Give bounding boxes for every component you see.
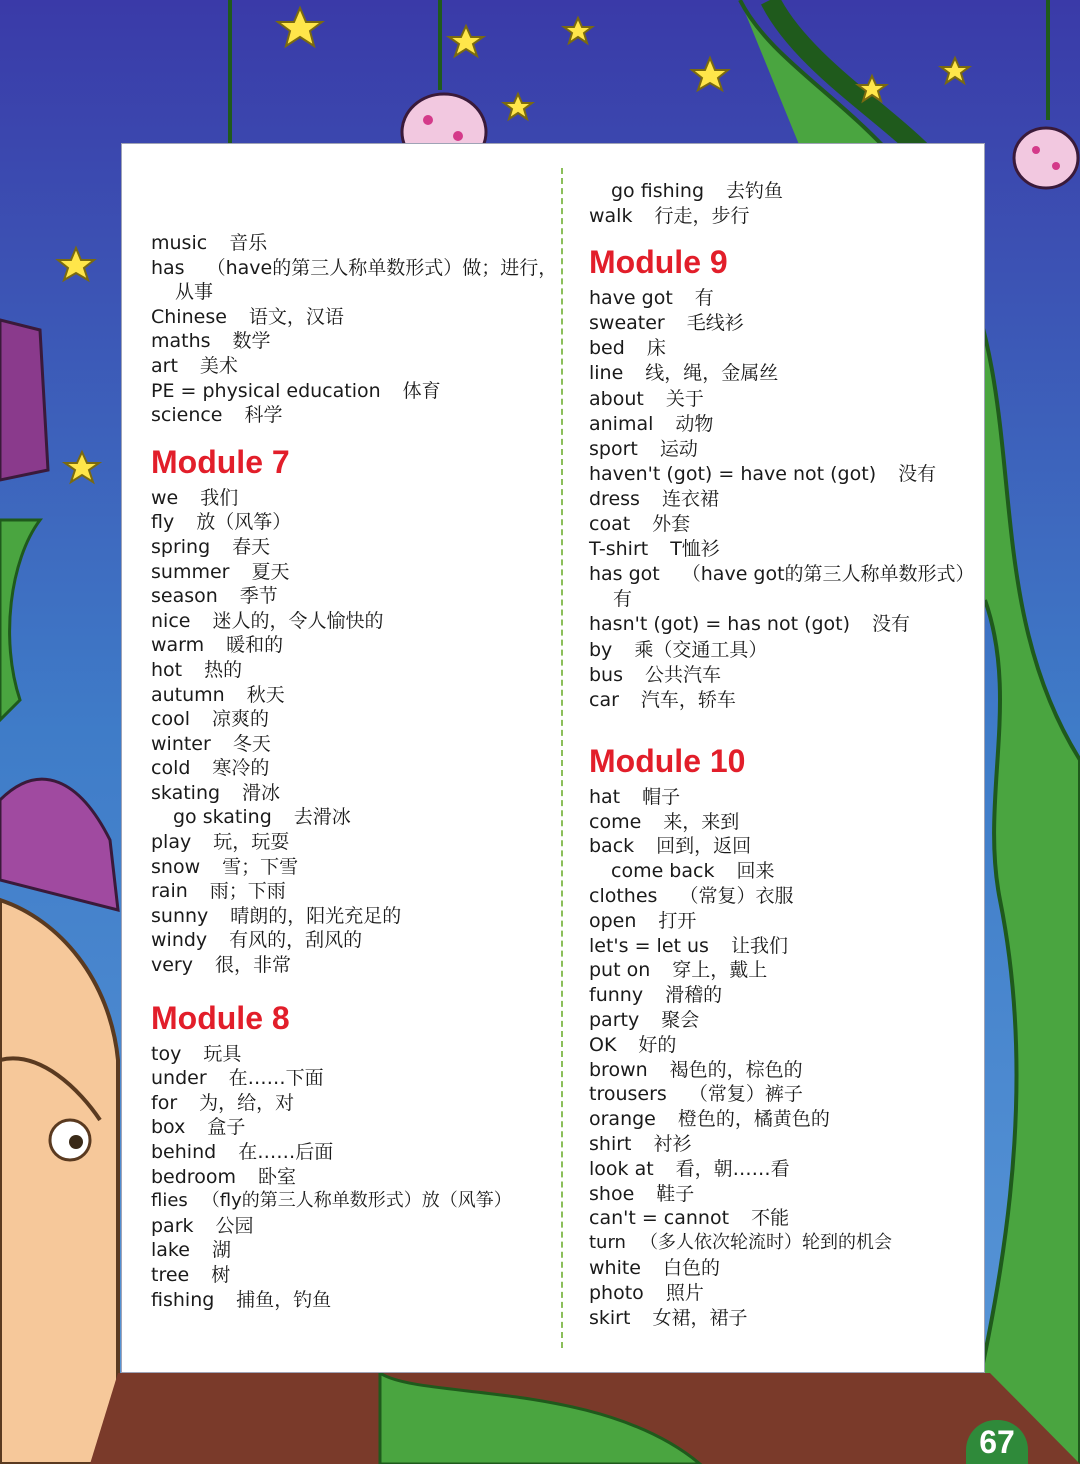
vocab-entry: put on 穿上，戴上 [589, 959, 768, 982]
vocab-entry: photo 照片 [589, 1281, 704, 1304]
vocab-entry: music 音乐 [151, 232, 268, 254]
vocab-entry: park 公园 [151, 1214, 254, 1237]
vocab-entry: bedroom 卧室 [151, 1165, 296, 1188]
vocab-entry: go fishing 去钓鱼 [611, 180, 784, 202]
module-8-heading: Module 8 [151, 999, 290, 1036]
vocab-entry: bed 床 [589, 337, 666, 360]
vocab-entry: science 科学 [151, 404, 283, 427]
vocab-entry: hasn't (got) = has not (got) 没有 [589, 613, 911, 636]
vocab-entry: orange 橙色的，橘黄色的 [589, 1108, 830, 1131]
vocab-entry: haven't (got) = have not (got) 没有 [589, 462, 937, 485]
vocab-entry: shoe 鞋子 [589, 1182, 695, 1205]
vocab-entry: skirt 女裙，裙子 [589, 1306, 748, 1329]
module-9-list [589, 286, 966, 713]
column-divider [561, 168, 563, 1348]
vocab-entry: line 线，绳，金属丝 [589, 362, 779, 385]
vocab-entry: lake 湖 [151, 1239, 231, 1262]
vocab-entry: nice 迷人的，令人愉快的 [151, 609, 384, 632]
vocab-entry: toy 玩具 [151, 1042, 242, 1065]
vocab-entry: flies （fly的第三人称单数形式）放（风筝） [151, 1190, 512, 1212]
module-9-heading: Module 9 [589, 244, 728, 281]
page-number: 67 [966, 1420, 1028, 1464]
vocab-entry: spring 春天 [151, 535, 271, 558]
vocab-entry: come 来，来到 [589, 810, 740, 833]
vocab-entry: cold 寒冷的 [151, 757, 270, 780]
vocab-entry: very 很，非常 [151, 954, 292, 977]
vocab-entry: hot 热的 [151, 658, 243, 681]
vocab-entry: go skating 去滑冰 [173, 806, 351, 829]
vocab-entry: party 聚会 [589, 1008, 700, 1031]
vocab-entry: season 季节 [151, 585, 278, 608]
vocab-entry: skating 滑冰 [151, 781, 281, 804]
vocab-entry: winter 冬天 [151, 732, 271, 755]
vocab-entry: look at 看，朝……看 [589, 1157, 790, 1180]
vocab-entry: open 打开 [589, 909, 697, 932]
vocab-entry: car 汽车，轿车 [589, 688, 736, 711]
vocab-entry: Chinese 语文，汉语 [151, 305, 344, 328]
vocab-entry: autumn 秋天 [151, 683, 285, 706]
left-column [151, 231, 558, 1312]
vocab-entry: bus 公共汽车 [589, 663, 722, 686]
vocab-entry: tree 树 [151, 1263, 231, 1286]
vocab-entry: clothes （常复）衣服 [589, 884, 794, 907]
vocab-entry: turn （多人依次轮流时）轮到的机会 [589, 1232, 892, 1254]
vocab-entry: about 关于 [589, 387, 704, 410]
vocab-entry: have got 有 [589, 287, 714, 310]
vocab-entry: has （have的第三人称单数形式）做；进行，从事 [151, 256, 558, 304]
vocab-entry: snow 雪；下雪 [151, 855, 299, 878]
vocab-entry: fly 放（风筝） [151, 511, 292, 534]
vocab-entry: rain 雨；下雨 [151, 880, 286, 903]
vocab-entry: cool 凉爽的 [151, 708, 269, 731]
vocab-entry: T-shirt T恤衫 [589, 538, 720, 561]
vocab-entry: sweater 毛线衫 [589, 312, 744, 335]
vocab-entry: by 乘（交通工具） [589, 638, 768, 661]
module-10-list [589, 785, 959, 1331]
vocab-entry: has got （have got的第三人称单数形式）有 [589, 563, 966, 611]
vocab-entry: come back 回来 [611, 860, 775, 883]
vocab-entry: box 盒子 [151, 1116, 246, 1139]
vocab-entry: for 为，给，对 [151, 1091, 295, 1114]
vocab-entry: walk 行走，步行 [589, 204, 750, 227]
vocab-entry: dress 连衣裙 [589, 487, 719, 510]
vocab-entry: under 在……下面 [151, 1067, 324, 1090]
vocab-entry: can't = cannot 不能 [589, 1207, 790, 1230]
vocab-entry: play 玩，玩耍 [151, 831, 290, 854]
vocab-entry: OK 好的 [589, 1033, 677, 1056]
vocab-entry: sport 运动 [589, 437, 698, 460]
vocab-entry: sunny 晴朗的，阳光充足的 [151, 904, 402, 927]
vocab-entry: maths 数学 [151, 330, 271, 353]
vocab-entry: we 我们 [151, 486, 239, 509]
vocab-entry: PE = physical education 体育 [151, 379, 441, 402]
vocab-entry: summer 夏天 [151, 560, 290, 583]
vocab-entry: brown 褐色的，棕色的 [589, 1058, 803, 1081]
vocab-entry: art 美术 [151, 354, 238, 377]
vocab-entry: trousers （常复）裤子 [589, 1083, 803, 1106]
vocab-entry: back 回到，返回 [589, 835, 752, 858]
vocab-entry: animal 动物 [589, 412, 714, 435]
vocab-entry: warm 暖和的 [151, 634, 284, 657]
vocab-entry: funny 滑稽的 [589, 984, 723, 1007]
module-7-heading: Module 7 [151, 443, 290, 480]
vocab-entry: let's = let us 让我们 [589, 934, 788, 957]
vocab-entry: behind 在……后面 [151, 1141, 334, 1163]
module-10-heading: Module 10 [589, 742, 746, 779]
vocab-entry: windy 有风的，刮风的 [151, 929, 363, 952]
vocab-entry: coat 外套 [589, 513, 691, 536]
module-8-list [151, 1042, 551, 1313]
vocab-entry: hat 帽子 [589, 785, 681, 808]
vocab-entry: shirt 衬衫 [589, 1132, 692, 1155]
right-column [589, 179, 966, 1330]
vocab-entry: fishing 捕鱼，钓鱼 [151, 1288, 332, 1311]
vocab-entry: white 白色的 [589, 1256, 721, 1279]
module-7-list [151, 486, 551, 978]
